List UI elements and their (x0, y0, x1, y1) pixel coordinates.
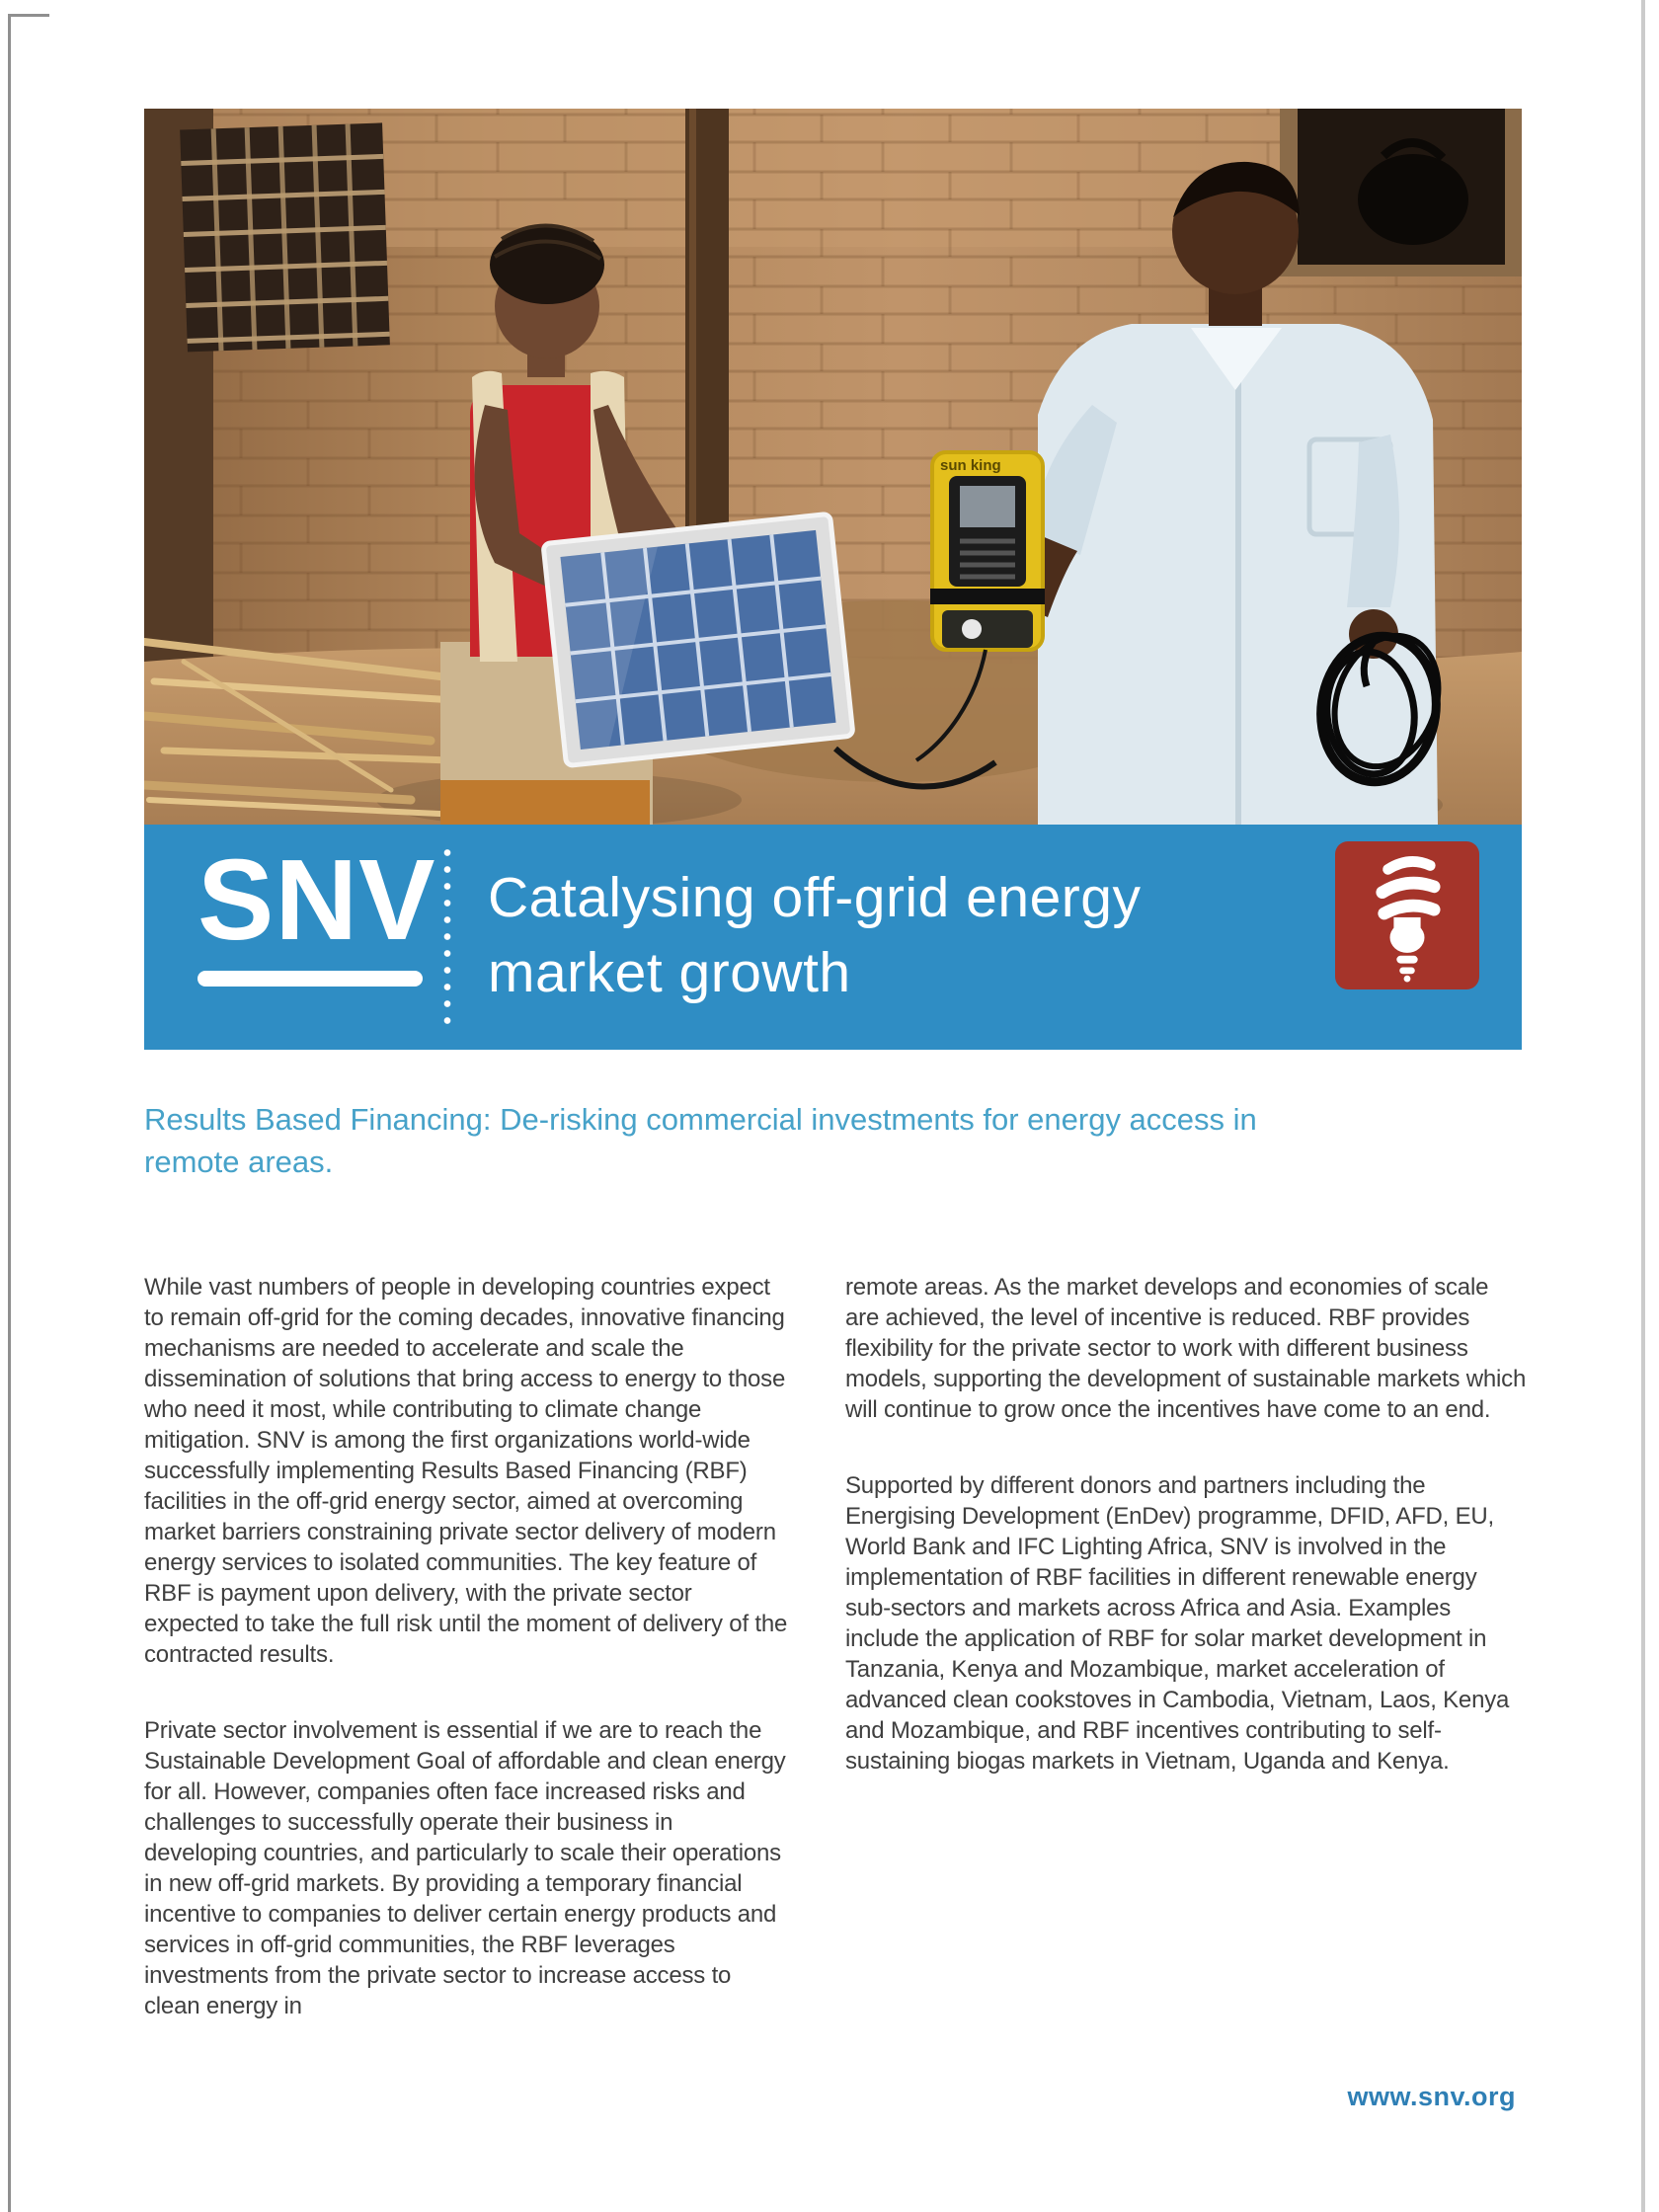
banner-title-line2: market growth (488, 941, 851, 1004)
banner-title (488, 860, 1141, 1010)
window-with-bag (1280, 109, 1522, 276)
body-column-right (845, 1272, 1527, 2067)
title-banner (144, 825, 1522, 1050)
snv-logo (198, 835, 436, 987)
hero-photo-illustration (144, 109, 1522, 825)
hero-photo (144, 109, 1522, 825)
snv-logo-text: SNV (198, 835, 436, 964)
body-paragraph: Supported by different donors and partners including the Energising Development (EnDev) programme, DFID, AFD, EU, World Bank and IFC Lighting Africa, SNV is involved in the implementation of RBF facilities in different renewable energy sub-sectors and markets across Africa and Asia. Examples include the application of RBF for solar market development in Tanzania, Kenya and Mozambique, market acceleration of advanced clean cookstoves in Cambodia, Vietnam, Laos, Kenya and Mozambique, and RBF incentives contributing to self-sustaining biogas markets in Vietnam, Uganda and Kenya. (845, 1472, 1510, 1775)
solar-panel (543, 514, 853, 765)
dotted-divider (443, 844, 451, 1030)
banner-title-line1: Catalysing off-grid energy (488, 866, 1142, 929)
article-subtitle-line1: Results Based Financing: De-risking commercial investments for energy access in (144, 1102, 1257, 1137)
page-left-border (8, 14, 11, 2212)
body-column-left (144, 1272, 791, 2067)
device-brand-label: sun king (940, 457, 1001, 474)
article-subtitle (144, 1098, 1527, 1183)
page-right-border (1641, 0, 1645, 2212)
body-columns (144, 1272, 1527, 2067)
body-paragraph: Private sector involvement is essential if we are to reach the Sustainable Development Goal of affordable and clean energy for all. However, companies often face increased risks and challenges to successfully operate their business in developing countries, and particularly to scale their operations in new off-grid markets. By providing a temporary financial incentive to companies to deliver certain energy products and services in off-grid communities, the RBF leverages investments from the private sector to increase access to clean energy in (144, 1717, 786, 2019)
article-subtitle-line2: remote areas. (144, 1145, 334, 1179)
lattice-window (180, 122, 390, 352)
page-corner-mark (8, 14, 49, 17)
body-paragraph: remote areas. As the market develops and economies of scale are achieved, the level of incentive is reduced. RBF provides flexibility for the private sector to work with different business models, supporting the development of sustainable markets which will continue to grow once the incentives have come to an end. (845, 1274, 1527, 1423)
cfl-bulb-icon (1356, 848, 1459, 983)
body-paragraph: While vast numbers of people in developing countries expect to remain off-grid for the coming decades, innovative financing mechanisms are needed to accelerate and scale the dissemination of solutions that bring access to energy to those who need it most, while contributing to climate change mitigation. SNV is among the first organizations world-wide successfully implementing Results Based Financing (RBF) facilities in the off-grid energy sector, aimed at overcoming market barriers constraining private sector delivery of modern energy services to isolated communities. The key feature of RBF is payment upon delivery, with the private sector expected to take the full risk until the moment of delivery of the contracted results. (144, 1274, 788, 1668)
snv-logo-underline (198, 971, 423, 987)
website-link[interactable]: www.snv.org (1347, 2082, 1516, 2111)
energy-icon-badge (1335, 841, 1479, 989)
